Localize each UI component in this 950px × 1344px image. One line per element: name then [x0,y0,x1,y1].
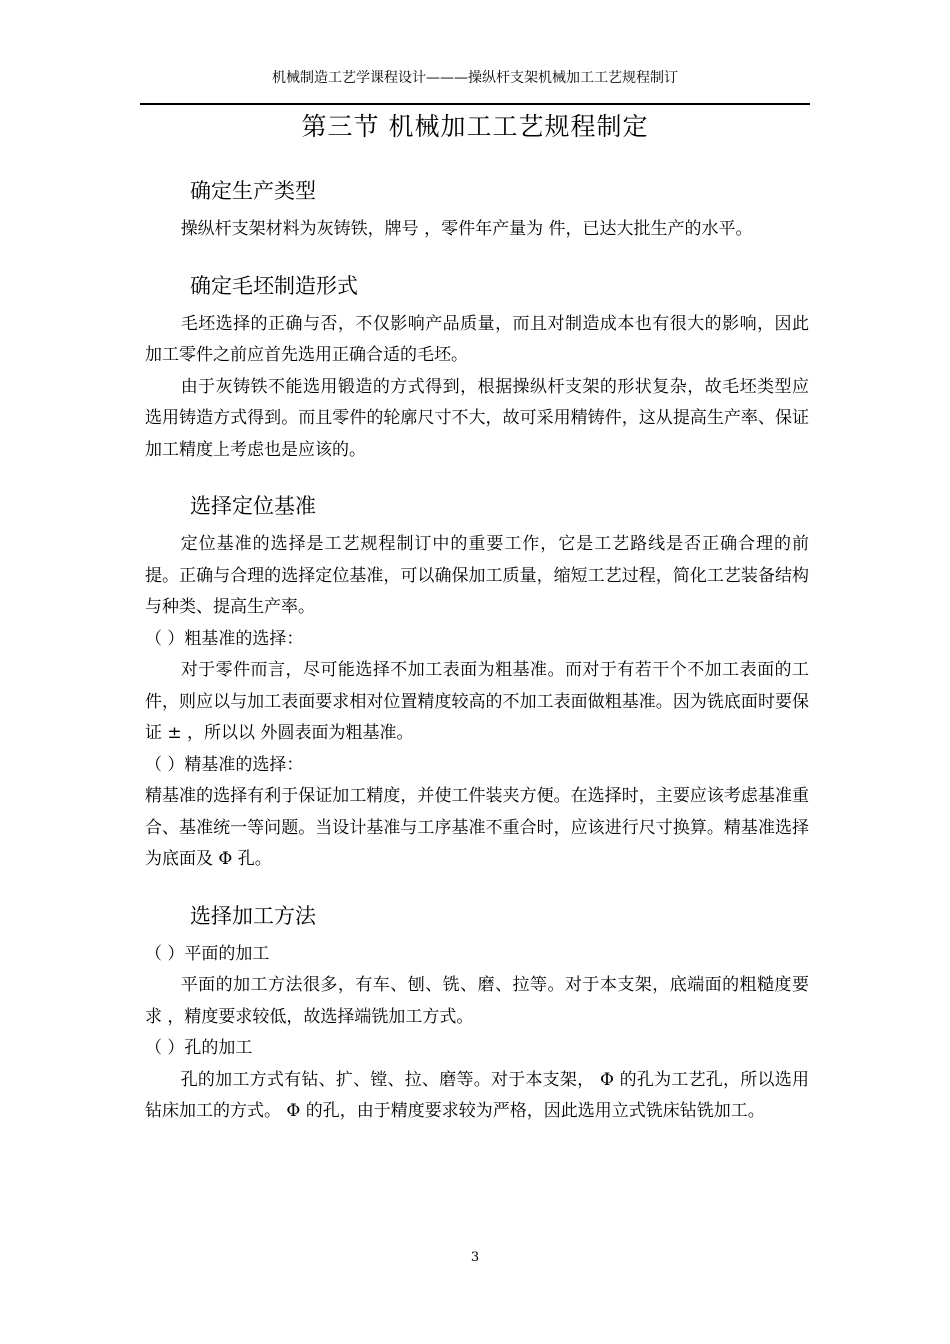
section-title: 第三节 机械加工工艺规程制定 [301,112,649,141]
subheading-plane-machining: （ ）平面的加工 [145,943,270,964]
subheading-hole-machining: （ ）孔的加工 [145,1038,253,1058]
heading-machining-method: 选择加工方法 [190,903,316,928]
paragraph: 平面的加工方法很多，有车、刨、铣、磨、拉等。对于本支架，底端面的粗糙度要求 ，精度要求较低，故选择端铣加工方式。 [145,975,809,1027]
body-content [145,172,809,1128]
heading-production-type: 确定生产类型 [190,179,316,203]
paragraph: 由于灰铸铁不能选用锻造的方式得到，根据操纵杆支架的形状复杂，故毛坯类型应选用铸造方式得到。而且零件的轮廓尺寸不大，故可采用精铸件，这从提高生产率、保证加工精度上考虑也是应该的。 [145,376,809,460]
paragraph: 精基准的选择有利于保证加工精度，并使工件装夹方便。在选择时，主要应该考虑基准重合、基准统一等问题。当设计基准与工序基准不重合时，应该进行尺寸换算。精基准选择为底面及 Φ 孔。 [145,786,809,869]
paragraph: 操纵杆支架材料为灰铸铁，牌号 ，零件年产量为 件，已达大批生产的水平。 [180,219,753,239]
paragraph: 对于零件而言，尽可能选择不加工表面为粗基准。而对于有若干个不加工表面的工件，则应以与加工表面要求相对位置精度较高的不加工表面做粗基准。因为铣底面时要保证 ± ，所以以 外圆表面为粗基准。 [145,660,809,743]
subheading-rough-datum: （ ）粗基准的选择： [145,628,304,649]
subheading-fine-datum: （ ）精基准的选择： [145,754,304,775]
running-header: 机械制造工艺学课程设计———操纵杆支架机械加工工艺规程制订 [272,70,678,86]
paragraph: 毛坯选择的正确与否，不仅影响产品质量，而且对制造成本也有很大的影响，因此加工零件之前应首先选用正确合适的毛坯。 [145,313,809,365]
paragraph: 定位基准的选择是工艺规程制订中的重要工作，它是工艺路线是否正确合理的前提。正确与合理的选择定位基准，可以确保加工质量，缩短工艺过程，简化工艺装备结构与种类、提高生产率。 [145,534,809,617]
page-number: 3 [470,1250,480,1265]
heading-blank-form: 确定毛坯制造形式 [190,273,358,298]
header-rule [140,103,810,105]
paragraph: 孔的加工方式有钻、扩、镗、拉、磨等。对于本支架， Φ 的孔为工艺孔，所以选用钻床加工的方式。 Φ 的孔，由于精度要求较为严格，因此选用立式铣床钻铣加工。 [145,1069,809,1121]
heading-locating-datum: 选择定位基准 [190,494,316,518]
